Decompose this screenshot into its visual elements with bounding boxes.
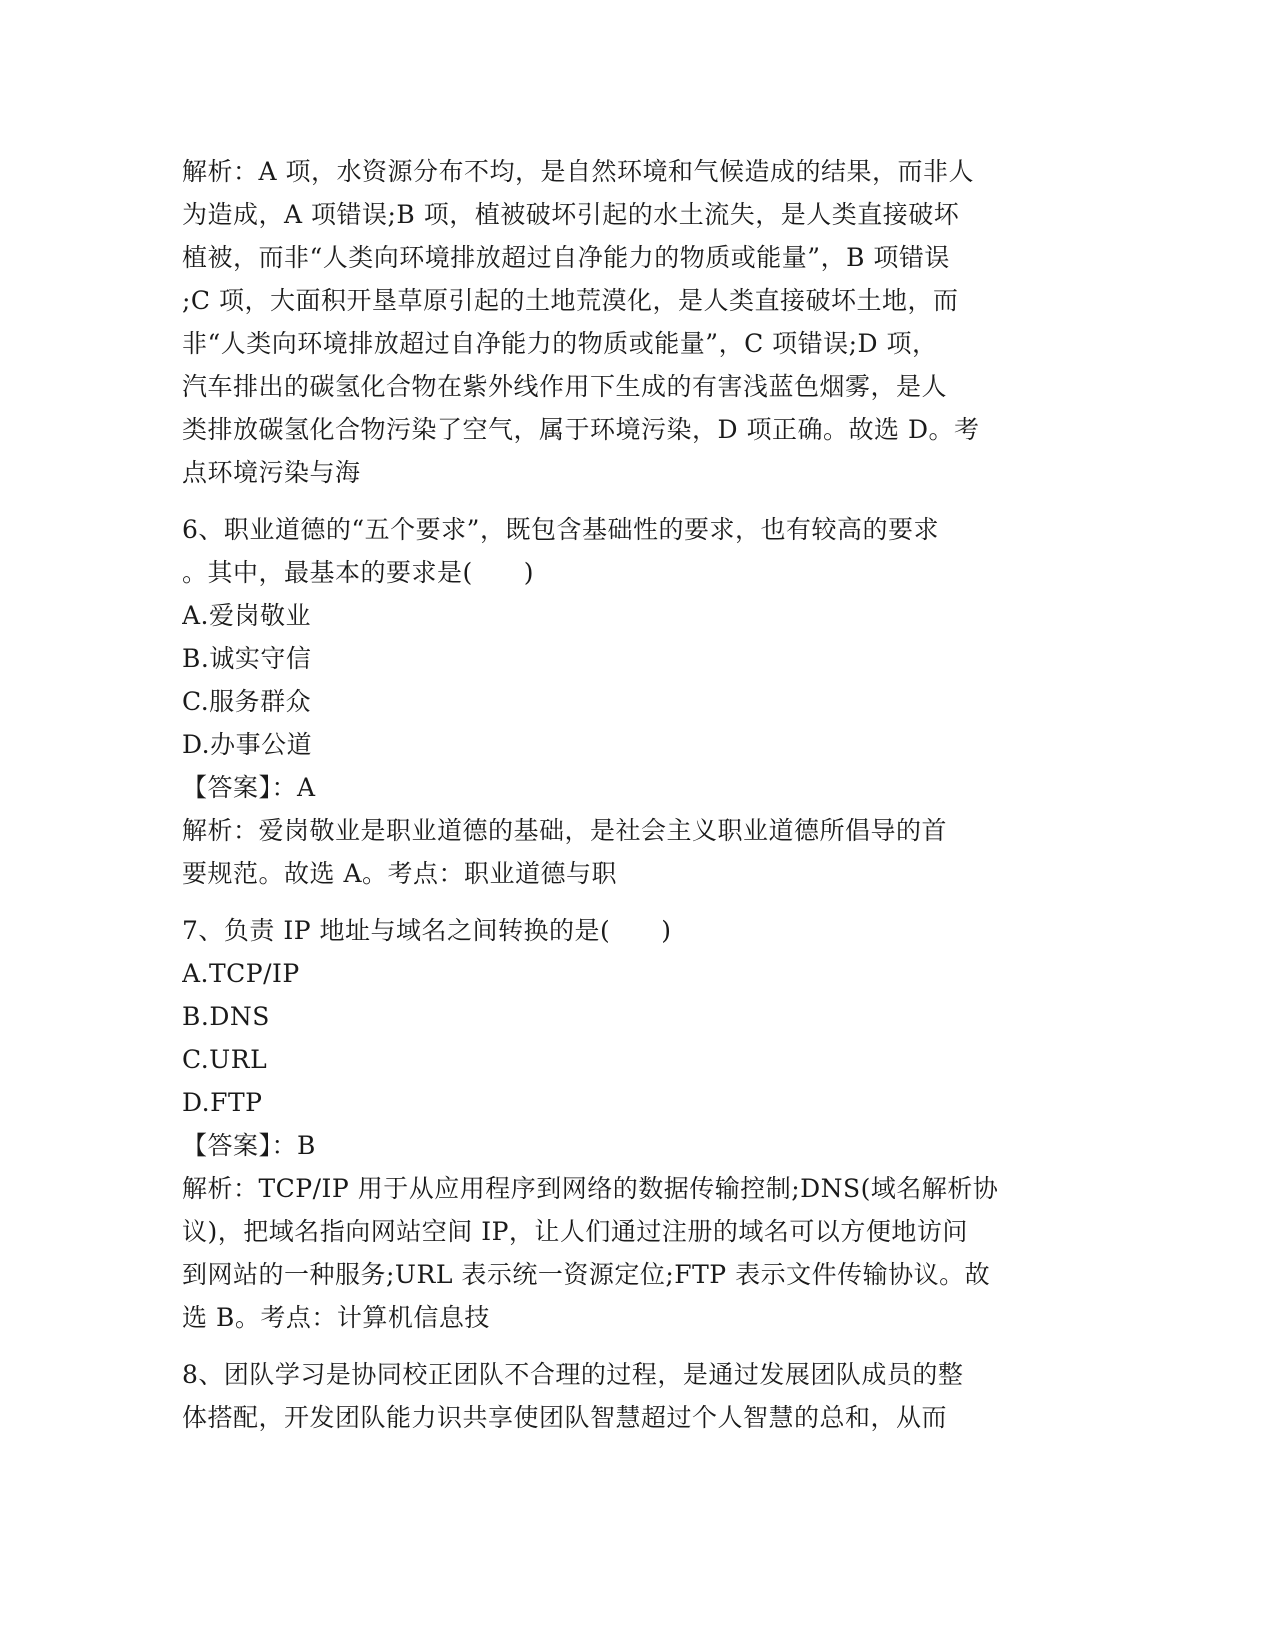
option-b: B.DNS xyxy=(182,1002,270,1031)
section-analysis-5 xyxy=(182,150,1082,494)
option-b: B.诚实守信 xyxy=(182,644,312,673)
question-8 xyxy=(182,1353,1082,1439)
section-gap xyxy=(182,895,1082,909)
document-page xyxy=(182,150,1082,1439)
text-line: ;C 项，大面积开垦草原引起的土地荒漠化，是人类直接破坏土地，而 xyxy=(182,286,959,315)
analysis: 解析：爱岗敬业是职业道德的基础，是社会主义职业道德所倡导的首 xyxy=(182,816,948,845)
question-stem: 7、负责 IP 地址与域名之间转换的是( ) xyxy=(182,916,672,945)
question-stem: 8、团队学习是协同校正团队不合理的过程，是通过发展团队成员的整 xyxy=(182,1360,964,1389)
option-a: A.爱岗敬业 xyxy=(182,601,312,630)
answer: 【答案】：B xyxy=(182,1131,316,1160)
analysis: 要规范。故选 A。考点：职业道德与职 xyxy=(182,859,618,888)
text-line: 点环境污染与海 xyxy=(182,458,361,487)
question-6 xyxy=(182,508,1082,895)
option-d: D.FTP xyxy=(182,1088,263,1117)
analysis: 到网站的一种服务;URL 表示统一资源定位;FTP 表示文件传输协议。故 xyxy=(182,1260,991,1289)
question-stem: 6、职业道德的“五个要求”，既包含基础性的要求，也有较高的要求 xyxy=(182,515,939,544)
text-line: 类排放碳氢化合物污染了空气，属于环境污染，D 项正确。故选 D。考 xyxy=(182,415,980,444)
text-line: 非“人类向环境排放超过自净能力的物质或能量”，C 项错误;D 项， xyxy=(182,329,938,358)
text-line: 植被，而非“人类向环境排放超过自净能力的物质或能量”，B 项错误 xyxy=(182,243,950,272)
analysis: 解析：TCP/IP 用于从应用程序到网络的数据传输控制;DNS(域名解析协 xyxy=(182,1174,999,1203)
option-c: C.URL xyxy=(182,1045,268,1074)
analysis: 选 B。考点：计算机信息技 xyxy=(182,1303,490,1332)
option-c: C.服务群众 xyxy=(182,687,312,716)
section-gap xyxy=(182,494,1082,508)
question-stem: 。其中，最基本的要求是( ) xyxy=(182,558,535,587)
analysis: 议)，把域名指向网站空间 IP，让人们通过注册的域名可以方便地访问 xyxy=(182,1217,968,1246)
option-a: A.TCP/IP xyxy=(182,959,300,988)
question-7 xyxy=(182,909,1082,1339)
question-stem: 体搭配，开发团队能力识共享使团队智慧超过个人智慧的总和，从而 xyxy=(182,1403,948,1432)
text-line: 汽车排出的碳氢化合物在紫外线作用下生成的有害浅蓝色烟雾，是人 xyxy=(182,372,948,401)
section-gap xyxy=(182,1339,1082,1353)
option-d: D.办事公道 xyxy=(182,730,313,759)
text-line: 为造成，A 项错误;B 项，植被破坏引起的水土流失，是人类直接破坏 xyxy=(182,200,960,229)
answer: 【答案】：A xyxy=(182,773,316,802)
text-line: 解析：A 项，水资源分布不均，是自然环境和气候造成的结果，而非人 xyxy=(182,157,975,186)
